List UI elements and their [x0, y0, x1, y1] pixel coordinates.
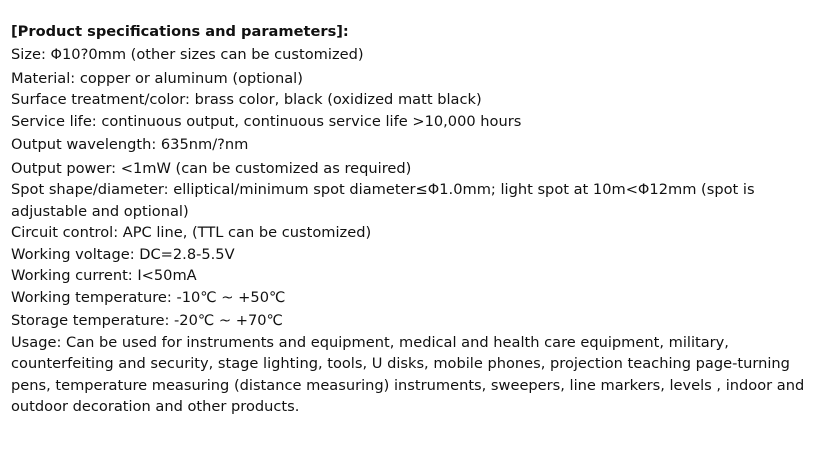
spec-output-wavelength: Output wavelength: 635nm/?nm: [11, 136, 249, 153]
spec-working-temperature: Working temperature: -10℃ ~ +50℃: [11, 288, 286, 306]
spec-output-power: Output power: <1mW (can be customized as required): [11, 159, 412, 177]
spec-working-current: Working current: I<50mA: [11, 267, 197, 284]
spec-document: [11, 21, 811, 418]
spec-surface-treatment: Surface treatment/color: brass color, black (oxidized matt black): [11, 91, 482, 108]
spec-circuit-control: Circuit control: APC line, (TTL can be customized): [11, 224, 372, 241]
spec-heading: [Product specifications and parameters]:: [11, 23, 349, 40]
spec-storage-temperature: Storage temperature: -20℃ ~ +70℃: [11, 312, 283, 329]
spec-material: Material: copper or aluminum (optional): [11, 69, 303, 87]
spec-usage: Usage: Can be used for instruments and equipment, medical and health care equipment, military, counterfeiting and security, stage lighting, tools, U disks, mobile phones, projection teaching page-turning pens, temperature measuring (distance measuring) instruments, sweepers, line markers, levels , indoor and outdoor decoration and other products.: [11, 333, 805, 415]
spec-working-voltage: Working voltage: DC=2.8-5.5V: [11, 245, 235, 263]
spec-spot-shape: Spot shape/diameter: elliptical/minimum spot diameter≤Φ1.0mm; light spot at 10m<Φ12mm (spot is adjustable and optional): [11, 181, 755, 220]
spec-size: Size: Φ10?0mm (other sizes can be customized): [11, 46, 364, 63]
spec-service-life: Service life: continuous output, continuous service life >10,000 hours: [11, 112, 522, 130]
